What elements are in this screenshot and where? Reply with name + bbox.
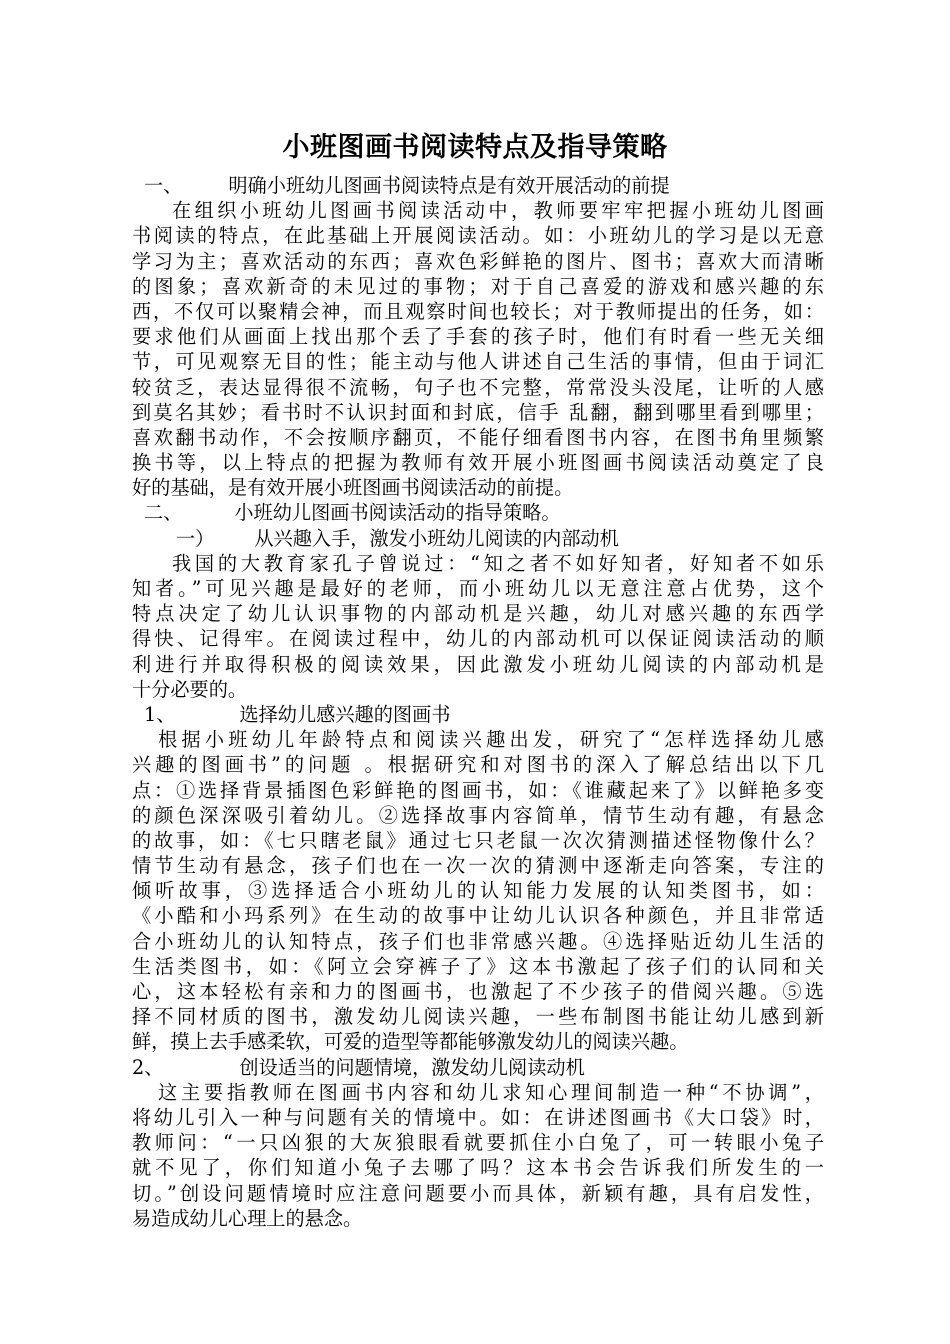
item-1-heading (132, 702, 824, 727)
text-line: 点：①选择背景插图色彩鲜艳的图画书，如：《谁藏起来了》以鲜艳多变 (132, 778, 824, 802)
subsection-1-number: 一） (176, 526, 215, 550)
item-2-number: 2、 (132, 1055, 164, 1079)
document-title: 小班图画书阅读特点及指导策略 (282, 132, 668, 163)
section-2-heading (132, 500, 824, 525)
text-line: 生活类图书，如：《阿立会穿裤子了》这本书激起了孩子们的认同和关 (132, 954, 824, 978)
text-line: 根据小班幼儿年龄特点和阅读兴趣出发，研究了“怎样选择幼儿感 (158, 728, 824, 752)
subsection-1-title: 从兴趣入手，激发小班幼儿阅读的内部动机 (254, 526, 619, 550)
item-1-title: 选择幼儿感兴趣的图画书 (239, 702, 451, 726)
text-line: 的图象；喜欢新奇的未见过的事物；对于自己喜爱的游戏和感兴趣的东 (132, 274, 824, 298)
text-line: 这主要指教师在图画书内容和幼儿求知心理间制造一种“不协调”， (158, 1080, 824, 1104)
text-line: 喜欢翻书动作，不会按顺序翻页，不能仔细看图书内容，在图书角里频繁 (132, 425, 824, 449)
text-line: 的颜色深深吸引着幼儿。②选择故事内容简单，情节生动有趣，有悬念 (132, 803, 824, 827)
text-line: 教师问：“一只凶狠的大灰狼眼看就要抓住小白兔了，可一转眼小兔子 (132, 1131, 824, 1155)
text-line: 要求他们从画面上找出那个丢了手套的孩子时，他们有时看一些无关细 (132, 325, 824, 349)
text-line: 易造成幼儿心理上的悬念。 (132, 1206, 363, 1230)
text-line: 兴趣的图画书”的问题 。根据研究和对图书的深入了解总结出以下几 (132, 753, 824, 777)
text-line: 将幼儿引入一种与问题有关的情境中。如：在讲述图画书《大口袋》时， (132, 1105, 824, 1129)
item-2-heading (132, 1055, 824, 1080)
item-1-number: 1、 (144, 702, 176, 726)
text-line: 利进行并取得积极的阅读效果，因此激发小班幼儿阅读的内部动机是 (132, 652, 824, 676)
text-line: 特点决定了幼儿认识事物的内部动机是兴趣，幼儿对感兴趣的东西学 (132, 602, 824, 626)
section-1-number: 一、 (144, 174, 183, 197)
subsection-1-heading (132, 526, 824, 551)
text-line: 西，不仅可以聚精会神，而且观察时间也较长；对于教师提出的任务，如： (132, 299, 824, 323)
text-line: 知者。”可见兴趣是最好的老师，而小班幼儿以无意注意占优势，这个 (132, 577, 824, 600)
text-line: 好的基础，是有效开展小班图画书阅读活动的前提。 (132, 476, 574, 500)
text-line: 十分必要的。 (132, 677, 248, 701)
text-line: 书阅读的特点，在此基础上开展阅读活动。如：小班幼儿的学习是以无意 (132, 224, 824, 248)
text-line: 心，这本轻松有亲和力的图画书，也激起了不少孩子的借阅兴趣。⑤选 (132, 980, 824, 1003)
text-line: 倾听故事，③选择适合小班幼儿的认知能力发展的认知类图书，如： (132, 879, 824, 903)
section-1-heading (132, 173, 824, 198)
item-1-paragraph (132, 727, 824, 1054)
text-line: 情节生动有悬念，孩子们也在一次一次的猜测中逐渐走向答案，专注的 (132, 854, 824, 878)
text-line: 我国的大教育家孔子曾说过：“知之者不如好知者，好知者不如乐 (172, 551, 824, 575)
item-2-title: 创设适当的问题情境，激发幼儿阅读动机 (239, 1055, 585, 1079)
text-line: 择不同材质的图书，激发幼儿阅读兴趣，一些布制图书能让幼儿感到新 (132, 1005, 824, 1029)
text-line: 到莫名其妙；看书时不认识封面和封底，信手 乱翻，翻到哪里看到哪里； (132, 400, 824, 424)
text-line: 鲜，摸上去手感柔软，可爱的造型等都能够激发幼儿的阅读兴趣。 (132, 1030, 689, 1054)
text-line: 《小酷和小玛系列》在生动的故事中让幼儿认识各种颜色，并且非常适 (132, 904, 824, 928)
section-2-title: 小班幼儿图画书阅读活动的指导策略。 (234, 501, 561, 525)
text-line: 换书等，以上特点的把握为教师有效开展小班图画书阅读活动奠定了良 (132, 451, 824, 475)
item-2-paragraph (132, 1080, 824, 1231)
text-line: 得快、记得牢。在阅读过程中，幼儿的内部动机可以保证阅读活动的顺 (132, 627, 824, 651)
text-line: 就不见了，你们知道小兔子去哪了吗？这本书会告诉我们所发生的一 (132, 1156, 824, 1180)
text-line: 节，可见观察无目的性；能主动与他人讲述自己生活的事情，但由于词汇 (132, 350, 824, 374)
text-line: 在组织小班幼儿图画书阅读活动中，教师要牢牢把握小班幼儿图画 (172, 199, 824, 223)
section-2-number: 二、 (144, 501, 183, 525)
section-1-title: 明确小班幼儿图画书阅读特点是有效开展活动的前提 (228, 174, 670, 197)
text-line: 较贫乏，表达显得很不流畅，句子也不完整，常常没头没尾，让听的人感 (132, 375, 824, 399)
document-body (132, 173, 824, 1231)
section-1-paragraph (132, 198, 824, 500)
subsection-1-paragraph (132, 551, 824, 702)
text-line: 切。”创设问题情境时应注意问题要小而具体，新颖有趣，具有启发性， (132, 1181, 824, 1205)
text-line: 合小班幼儿的认知特点，孩子们也非常感兴趣。④选择贴近幼儿生活的 (132, 929, 824, 953)
text-line: 的故事，如：《七只瞎老鼠》通过七只老鼠一次次猜测描述怪物像什么？ (132, 828, 824, 852)
text-line: 学习为主；喜欢活动的东西；喜欢色彩鲜艳的图片、图书；喜欢大而清晰 (132, 249, 824, 273)
